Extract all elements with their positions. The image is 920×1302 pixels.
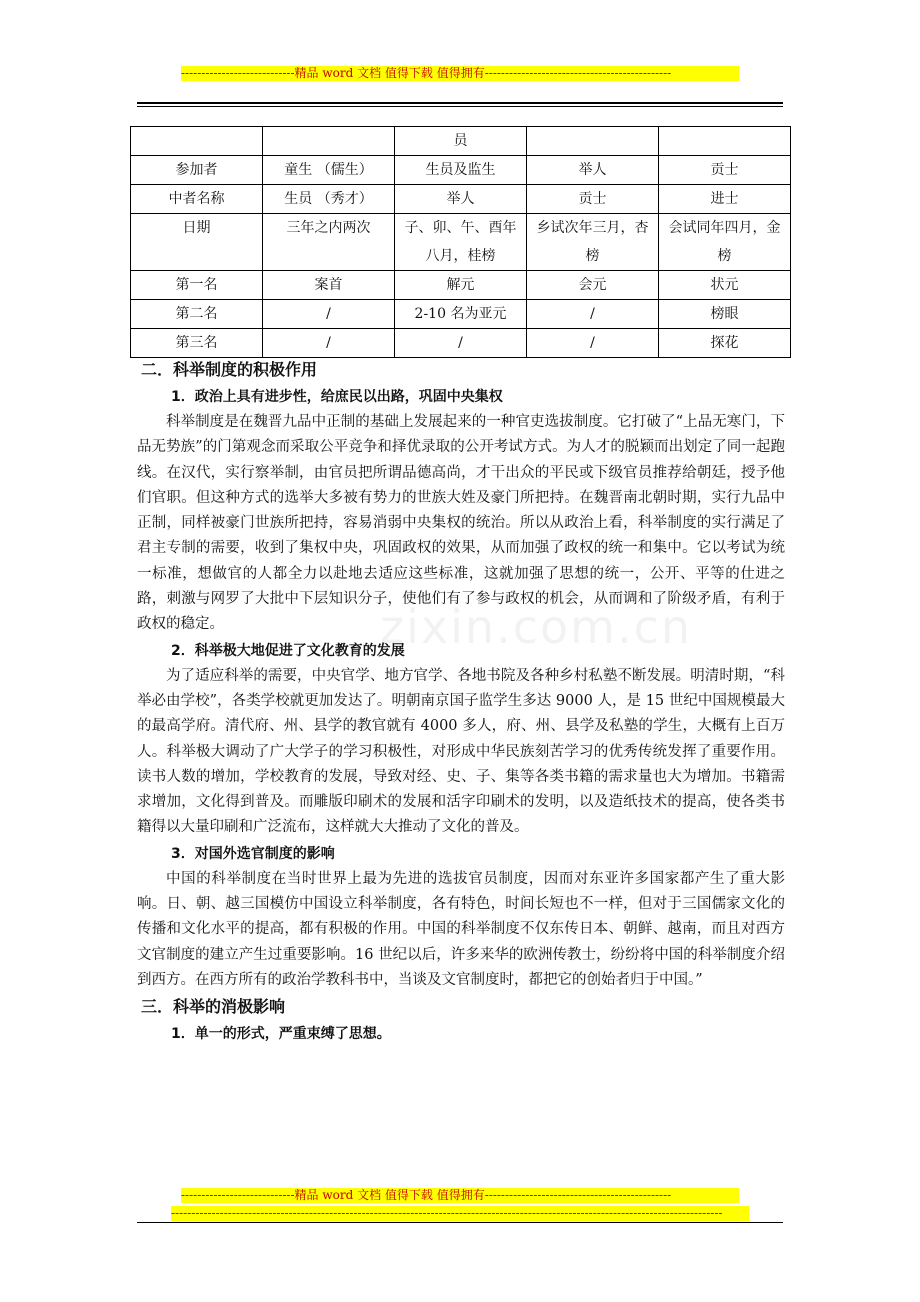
- footer-divider: [137, 1222, 783, 1223]
- table-cell: 会元: [527, 271, 659, 300]
- table-cell: /: [263, 300, 395, 329]
- table-row: [131, 300, 791, 329]
- table-cell: 生员及监生: [395, 156, 527, 185]
- table-cell: 乡试次年三月，杏榜: [527, 214, 659, 271]
- table-cell: /: [527, 300, 659, 329]
- table-cell: 中者名称: [131, 185, 263, 214]
- table-row: [131, 329, 791, 358]
- header-banner: ----------------------------精品 word 文档 值得下载 值得拥有----------------------------------------------: [181, 66, 739, 81]
- paragraph-foreign-influence: 中国的科举制度在当时世界上最为先进的选拔官员制度，因而对东亚许多国家都产生了重大影响。日、朝、越三国模仿中国设立科举制度，各有特色，时间长短也不一样，但对于三国儒家文化的传播和文化水平的提高，都有积极的作用。中国的科举制度不仅东传日本、朝鲜、越南，而且对西方文官制度的建立产生过重要影响。16 世纪以后，许多来华的欧洲传教士，纷纷将中国的科举制度介绍到西方。在西方所有的政治学教科书中，当谈及文官制度时，都把它的创始者归于中国。”: [137, 870, 785, 988]
- table-cell: 状元: [659, 271, 791, 300]
- exam-levels-table: [130, 126, 791, 358]
- table-cell: /: [527, 329, 659, 358]
- table-cell: 2-10 名为亚元: [395, 300, 527, 329]
- table-row: [131, 271, 791, 300]
- subheading-foreign-influence: 3．对国外选官制度的影响: [171, 845, 335, 862]
- table-cell: 三年之内两次: [263, 214, 395, 271]
- table-cell: 解元: [395, 271, 527, 300]
- paragraph-political: 科举制度是在魏晋九品中正制的基础上发展起来的一种官吏选拔制度。它打破了“上品无寒门，下品无势族”的门第观念而采取公平竞争和择优录取的公开考试方式。为人才的脱颖而出划定了同一起跑线。在汉代，实行察举制，由官员把所谓品德高尚，才干出众的平民或下级官员推荐给朝廷，授予他们官职。但这种方式的选举大多被有势力的世族大姓及豪门所把持。在魏晋南北朝时期，实行九品中正制，同样被豪门世族所把持，容易消弱中央集权的统治。所以从政治上看，科举制度的实行满足了君主专制的需要，收到了集权中央，巩固政权的效果，从而加强了政权的统一和集中。它以考试为统一标准，想做官的人都全力以赴地去适应这些标准，这就加强了思想的统一，公开、平等的仕进之路，刺激与网罗了大批中下层知识分子，使他们有了参与政权的机会，从而调和了阶级矛盾，有利于政权的稳定。: [137, 414, 785, 633]
- table-cell: 第二名: [131, 300, 263, 329]
- subheading-political: 1．政治上具有进步性，给庶民以出路，巩固中央集权: [171, 389, 503, 405]
- table-cell: 举人: [395, 185, 527, 214]
- table-cell: 第三名: [131, 329, 263, 358]
- table-cell: 榜眼: [659, 300, 791, 329]
- table-cell: 案首: [263, 271, 395, 300]
- table-row: [131, 156, 791, 185]
- watermark-text: zixin.com.cn: [380, 600, 693, 654]
- table-row: [131, 214, 791, 271]
- table-cell: [659, 127, 791, 156]
- table-cell: 参加者: [131, 156, 263, 185]
- header-divider-thin: [137, 106, 783, 107]
- table-row: [131, 185, 791, 214]
- table-cell: 探花: [659, 329, 791, 358]
- footer-banner: ----------------------------精品 word 文档 值得下载 值得拥有----------------------------------------------: [181, 1188, 739, 1203]
- header-divider-thick: [137, 102, 783, 104]
- section-heading-positive: 二．科举制度的积极作用: [141, 360, 318, 379]
- table-cell: /: [395, 329, 527, 358]
- table-cell: 进士: [659, 185, 791, 214]
- table-cell: 童生 （儒生）: [263, 156, 395, 185]
- table-cell: [263, 127, 395, 156]
- subheading-single-form: 1．单一的形式，严重束缚了思想。: [171, 1026, 391, 1043]
- table-cell: 生员 （秀才）: [263, 185, 395, 214]
- table-cell: [527, 127, 659, 156]
- document-body: [137, 356, 785, 1047]
- table-row: [131, 127, 791, 156]
- section-heading-negative: 三．科举的消极影响: [141, 997, 286, 1017]
- footer-banner-dashes: ----------------------------------------------------------------------------------------------------------------------------------------: [171, 1206, 749, 1221]
- table-cell: 子、卯、午、酉年八月，桂榜: [395, 214, 527, 271]
- table-cell: 第一名: [131, 271, 263, 300]
- table-cell: 贡士: [527, 185, 659, 214]
- table-cell: 会试同年四月，金榜: [659, 214, 791, 271]
- table-cell: /: [263, 329, 395, 358]
- table-cell: 贡士: [659, 156, 791, 185]
- paragraph-education: 为了适应科举的需要，中央官学、地方官学、各地书院及各种乡村私塾不断发展。明清时期，“科举必由学校”，各类学校就更加发达了。明朝南京国子监学生多达 9000 人，是 15 世纪中国规模最大的最高学府。清代府、州、县学的教官就有 4000 多人，府、州、县学及私塾的学生，大概有上百万人。科举极大调动了广大学子的学习积极性，对形成中华民族刻苦学习的优秀传统发挥了重要作用。读书人数的增加，学校教育的发展，导致对经、史、子、集等各类书籍的需求量也大为增加。书籍需求增加，文化得到普及。而雕版印刷术的发展和活字印刷术的发明，以及造纸技术的提高，使各类书籍得以大量印刷和广泛流布，这样就大大推动了文化的普及。: [137, 667, 785, 836]
- table-cell: [131, 127, 263, 156]
- table-cell: 日期: [131, 214, 263, 271]
- table-cell: 举人: [527, 156, 659, 185]
- subheading-education: 2．科举极大地促进了文化教育的发展: [171, 642, 405, 659]
- table-cell: 员: [395, 127, 527, 156]
